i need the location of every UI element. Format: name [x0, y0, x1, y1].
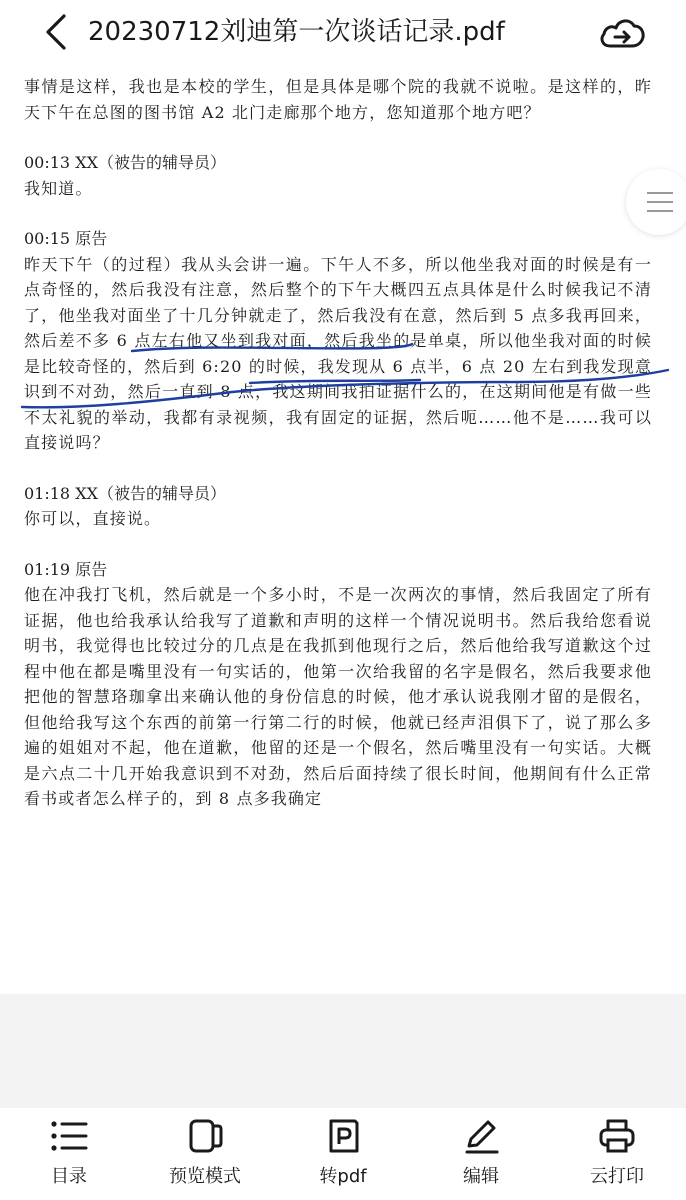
convert-pdf-button[interactable] [288, 1118, 398, 1196]
top-bar [0, 0, 686, 64]
chevron-left-icon [36, 10, 76, 54]
preview-mode-label: 预览模式 [169, 1166, 241, 1187]
preview-mode-icon [185, 1118, 225, 1154]
speech-paragraph: 你可以，直接说。 [24, 509, 162, 528]
document-title: 20230712刘迪第一次谈话记录.pdf [88, 17, 505, 47]
convert-pdf-label: 转pdf [319, 1166, 367, 1187]
speaker-line: 01:18 XX（被告的辅导员） [24, 483, 226, 503]
list-icon [49, 1118, 89, 1154]
speaker-line: 00:13 XX（被告的辅导员） [24, 153, 226, 172]
bottom-toolbar [0, 1108, 686, 1200]
cloud-print-button[interactable] [562, 1118, 672, 1196]
printer-icon [597, 1118, 637, 1154]
speaker-line: 00:15 原告 [24, 229, 108, 248]
speech-paragraph: 昨天下午（的过程）我从头会讲一遍。下午人不多，所以他坐我对面的时候是有一点奇怪的，然后我没有注意，然后整个的下午大概四五点具体是什么时候我记不清了，他坐我对面坐了十几分钟就走了，然后我没有在意，然后到 5 点多我再回来，然后差不多 6 点左右他又坐到我对面，然后我坐的是单桌，所以他坐我对面的时候是比较奇怪的，然后到 6:20 的时候，我发现从 6 点半，6 点 20 左右到我发现意识到不对劲，然后一直到 8 点，我这期间我拍证据什么的，在这期间他是有做一些不太礼貌的举动，我都有录视频，我有固定的证据，然后呃……他不是……我可以直接说吗？ [24, 254, 652, 452]
speech-paragraph: 他在冲我打飞机，然后就是一个多小时，不是一次两次的事情，然后我固定了所有证据，他也给我承认给我写了道歉和声明的这样一个情况说明书。然后我给您看说明书，我觉得也比较过分的几点是在我抓到他现行之后，然后他给我写道歉这个过程中他在都是嘴里没有一句实话的，他第一次给我留的名字是假名，然后我要求他把他的智慧珞珈拿出来确认他的身份信息的时候，他才承认说我刚才留的是假名，但他给我写这个东西的前第一行第二行的时候，他就已经声泪俱下了，说了那么多遍的姐姐对不起，他在道歉，他留的还是一个假名，然后嘴里没有一句实话。大概是六点二十几开始我意识到不对劲，然后后面持续了很长时间，他期间有什么正常看书或者怎么样子的，到 8 点多我确定 [24, 585, 652, 808]
cloud-print-label: 云打印 [590, 1166, 644, 1187]
menu-lines-icon [647, 192, 673, 219]
toc-label: 目录 [51, 1166, 87, 1187]
toc-button[interactable] [14, 1118, 124, 1196]
intro-paragraph: 事情是这样，我也是本校的学生，但是具体是哪个院的我就不说啦。是这样的，昨天下午在总图的图书馆 A2 北门走廊那个地方，您知道那个地方吧？ [24, 77, 652, 122]
edit-button[interactable] [426, 1118, 536, 1196]
back-button[interactable] [36, 10, 76, 54]
speaker-line: 01:19 原告 [24, 559, 108, 579]
pdf-page[interactable] [0, 64, 686, 994]
edit-pencil-icon [461, 1118, 501, 1154]
cloud-upload-button[interactable] [596, 10, 648, 54]
transcript [24, 68, 652, 812]
cloud-upload-icon [596, 10, 648, 54]
edit-label: 编辑 [463, 1166, 499, 1187]
preview-mode-button[interactable] [150, 1118, 260, 1196]
convert-pdf-icon [323, 1118, 363, 1154]
speech-paragraph: 我知道。 [24, 178, 93, 198]
side-menu-handle[interactable] [626, 169, 686, 235]
